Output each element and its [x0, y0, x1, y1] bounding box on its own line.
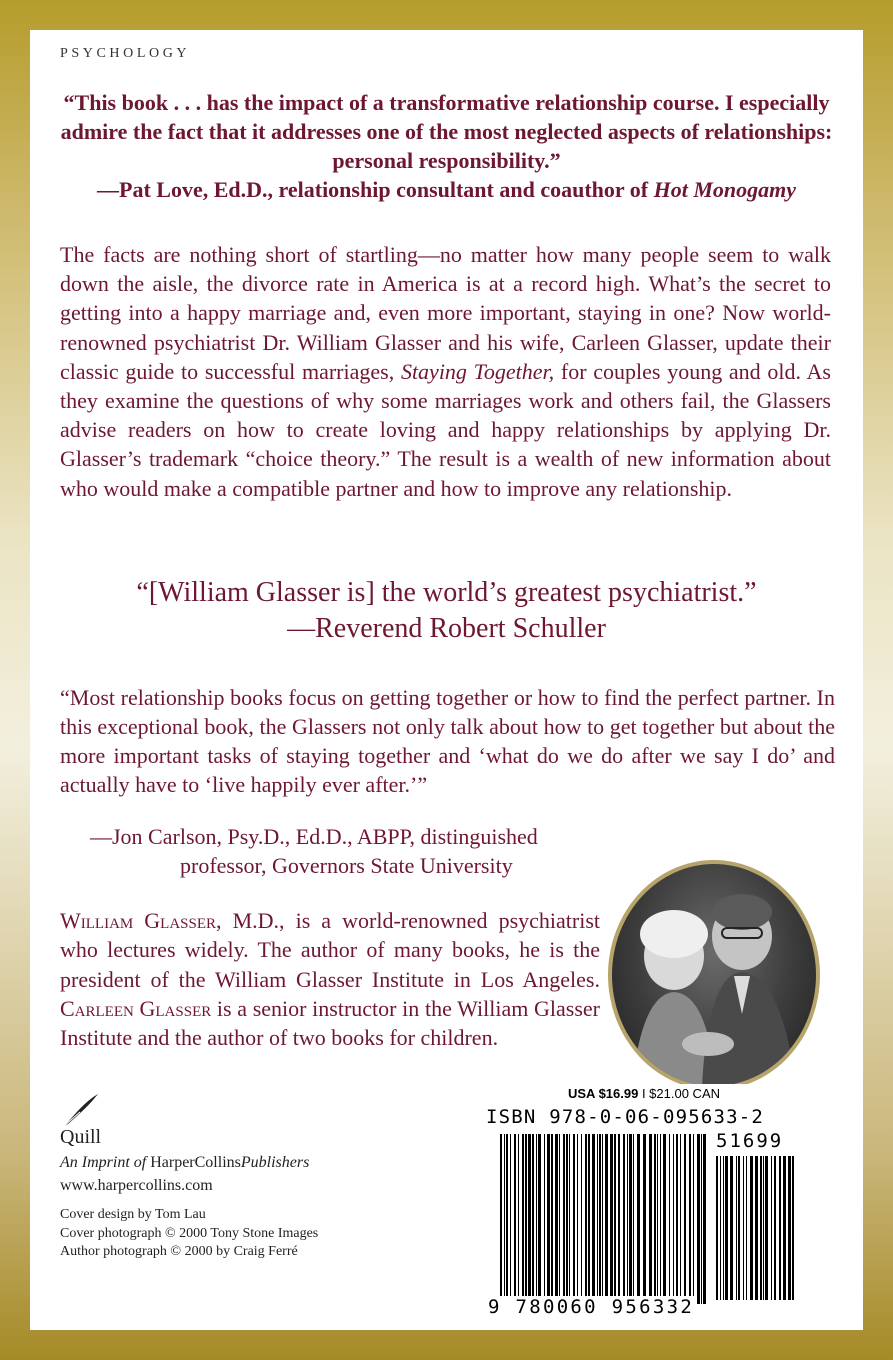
- top-quote-attribution-prefix: —Pat Love, Ed.D., relationship consultant and coauthor of: [97, 177, 654, 202]
- barcode-bar: [618, 1134, 620, 1304]
- description-book-title: Staying Together,: [400, 358, 555, 384]
- barcode-bar: [592, 1134, 595, 1304]
- publisher-url[interactable]: www.harpercollins.com: [60, 1177, 213, 1194]
- bio-part2: is a senior instructor in the William Glasser Institute and the author of two books for children.: [60, 995, 600, 1051]
- barcode-bar: [555, 1134, 558, 1304]
- top-quote: [50, 88, 843, 204]
- isbn-text: ISBN 978-0-06-095633-2: [486, 1106, 765, 1128]
- barcode-bar: [627, 1134, 628, 1304]
- barcode-bar: [563, 1134, 565, 1304]
- barcode-bar: [500, 1134, 502, 1304]
- barcode-bar: [788, 1156, 791, 1300]
- barcode-bar: [660, 1134, 661, 1304]
- barcode-bar: [783, 1156, 786, 1300]
- barcode-bar: [730, 1156, 733, 1300]
- bio-part1: , M.D., is a world-renowned psychiatrist who lectures widely. The author of many books, he is the president of the William Glasser Institute in Los Angeles.: [60, 908, 600, 992]
- barcode-bar: [532, 1134, 534, 1304]
- barcode-bar: [577, 1134, 578, 1304]
- barcode-bar: [633, 1134, 634, 1304]
- barcode-bar: [654, 1134, 656, 1304]
- barcode-bar: [610, 1134, 613, 1304]
- barcode-bar: [506, 1134, 508, 1304]
- big-quote: [50, 575, 843, 647]
- barcode-bar: [510, 1134, 511, 1304]
- imprint-prefix: An Imprint of: [60, 1154, 147, 1171]
- barcode-bar: [566, 1134, 568, 1304]
- barcode-bar: [629, 1134, 632, 1304]
- back-cover-panel: [30, 30, 863, 1330]
- barcode-bar: [697, 1134, 700, 1304]
- barcode-bar: [738, 1156, 740, 1300]
- credit-author-photo: Author photograph © 2000 by Craig Ferré: [60, 1244, 298, 1259]
- barcode-bar: [514, 1134, 516, 1304]
- barcode-bar: [701, 1134, 702, 1304]
- barcode-bar: [774, 1156, 776, 1300]
- barcode-bar: [676, 1134, 678, 1304]
- barcode-bar: [544, 1134, 545, 1304]
- carlson-quote: “Most relationship books focus on getting together or how to find the perfect partner. In this exceptional book, the Glassers not only talk about how to get together but about the more important tasks of staying together and ‘what do we do after we say I do’ and actually have to ‘live happily ever after.’”: [60, 685, 835, 797]
- barcode-bar: [763, 1156, 764, 1300]
- barcode-bar: [657, 1134, 658, 1304]
- carlson-quote-attribution: [90, 822, 650, 880]
- publisher-suffix: Publishers: [240, 1154, 310, 1171]
- ean-digits: 9 780060 956332: [488, 1296, 695, 1318]
- barcode-bar: [792, 1156, 794, 1300]
- barcode-bar: [689, 1134, 691, 1304]
- carlson-attribution-line2: professor, Governors State University: [180, 853, 513, 878]
- barcode-bar: [536, 1134, 537, 1304]
- supplement-code: 51699: [716, 1130, 784, 1152]
- price-can: I $21.00 CAN: [638, 1086, 720, 1101]
- barcode-bar: [649, 1134, 652, 1304]
- barcode-bar: [771, 1156, 772, 1300]
- barcode-bar: [585, 1134, 587, 1304]
- big-quote-text: “[William Glasser is] the world’s greatest psychiatrist.”: [136, 577, 757, 608]
- barcode-bar: [673, 1134, 674, 1304]
- barcode-bar: [779, 1156, 781, 1300]
- barcode-bar: [614, 1134, 616, 1304]
- barcode-bar: [569, 1134, 570, 1304]
- price-us: USA $16.99: [568, 1086, 639, 1101]
- top-quote-book-title: Hot Monogamy: [653, 177, 796, 202]
- barcode-bar: [573, 1134, 575, 1304]
- author-photo-image: [612, 864, 816, 1086]
- ean-barcode: [500, 1134, 708, 1304]
- barcode-bar: [623, 1134, 625, 1304]
- barcode-bar: [720, 1156, 721, 1300]
- barcode-bar: [602, 1134, 603, 1304]
- publisher-name: HarperCollins: [150, 1154, 241, 1171]
- bio-name-william: William Glasser: [60, 908, 217, 933]
- barcode-bar: [643, 1134, 646, 1304]
- barcode-bar: [723, 1156, 724, 1300]
- barcode-bar: [605, 1134, 608, 1304]
- price-label: [568, 1086, 720, 1101]
- barcode-bar: [525, 1134, 527, 1304]
- barcode-bar: [725, 1156, 728, 1300]
- barcode-bar: [669, 1134, 670, 1304]
- barcode-bar: [750, 1156, 753, 1300]
- barcode-bar: [551, 1134, 553, 1304]
- barcode-bar: [743, 1156, 744, 1300]
- credit-cover-design: Cover design by Tom Lau: [60, 1207, 206, 1222]
- barcode-bar: [597, 1134, 598, 1304]
- barcode-bar: [518, 1134, 519, 1304]
- author-bio: [60, 906, 600, 1052]
- barcode-bar: [559, 1134, 560, 1304]
- imprint-line: [60, 1154, 309, 1172]
- quill-logo-icon: [60, 1090, 100, 1130]
- barcode-bar: [746, 1156, 747, 1300]
- barcode-bar: [522, 1134, 524, 1304]
- bio-name-carleen: Carleen Glasser: [60, 995, 212, 1021]
- barcode-bar: [528, 1134, 531, 1304]
- category-label: PSYCHOLOGY: [60, 46, 191, 61]
- barcode-bar: [547, 1134, 550, 1304]
- barcode-bar: [765, 1156, 768, 1300]
- description: [60, 240, 831, 503]
- barcode-bar: [693, 1134, 694, 1304]
- top-quote-text: “This book . . . has the impact of a transformative relationship course. I especially admire the fact that it addresses one of the most neglected aspects of relationships: personal responsibility.”: [60, 90, 833, 173]
- description-part2: for couples young and old. As they examine the questions of why some marriages work and others fail, the Glassers advise readers on how to create loving and happy relationships by applying Dr. Glasser’s trademark “choice theory.” The result is a wealth of new information about who would make a compatible partner and how to improve any relationship.: [60, 358, 831, 501]
- barcode-bar: [755, 1156, 758, 1300]
- barcode-bar: [581, 1134, 582, 1304]
- barcode-bar: [760, 1156, 762, 1300]
- barcode-bar: [680, 1134, 681, 1304]
- barcode-bar: [716, 1156, 718, 1300]
- barcode-bar: [703, 1134, 706, 1304]
- barcode-bar: [637, 1134, 640, 1304]
- top-quote-attribution: [97, 177, 796, 202]
- barcode-bar: [663, 1134, 666, 1304]
- supplement-barcode: [716, 1156, 798, 1300]
- barcode-bar: [504, 1134, 505, 1304]
- carlson-attribution-line1: —Jon Carlson, Psy.D., Ed.D., ABPP, distinguished: [90, 824, 538, 849]
- barcode-bar: [736, 1156, 737, 1300]
- barcode-bar: [588, 1134, 590, 1304]
- big-quote-attribution: —Reverend Robert Schuller: [287, 613, 606, 644]
- credit-cover-photo: Cover photograph © 2000 Tony Stone Images: [60, 1225, 319, 1241]
- author-photo: [608, 860, 820, 1090]
- barcode-bar: [538, 1134, 541, 1304]
- credits: [60, 1206, 318, 1262]
- imprint-name: Quill: [60, 1126, 102, 1148]
- barcode-bar: [684, 1134, 686, 1304]
- description-part1: The facts are nothing short of startling—no matter how many people seem to walk down the aisle, the divorce rate in America is at a record high. What’s the secret to getting into a happy marriage and, even more important, staying in one? Now world-renowned psychiatrist Dr. William Glasser and his wife, Carleen Glasser, update their classic guide to successful marriages,: [60, 242, 831, 384]
- barcode-bar: [599, 1134, 601, 1304]
